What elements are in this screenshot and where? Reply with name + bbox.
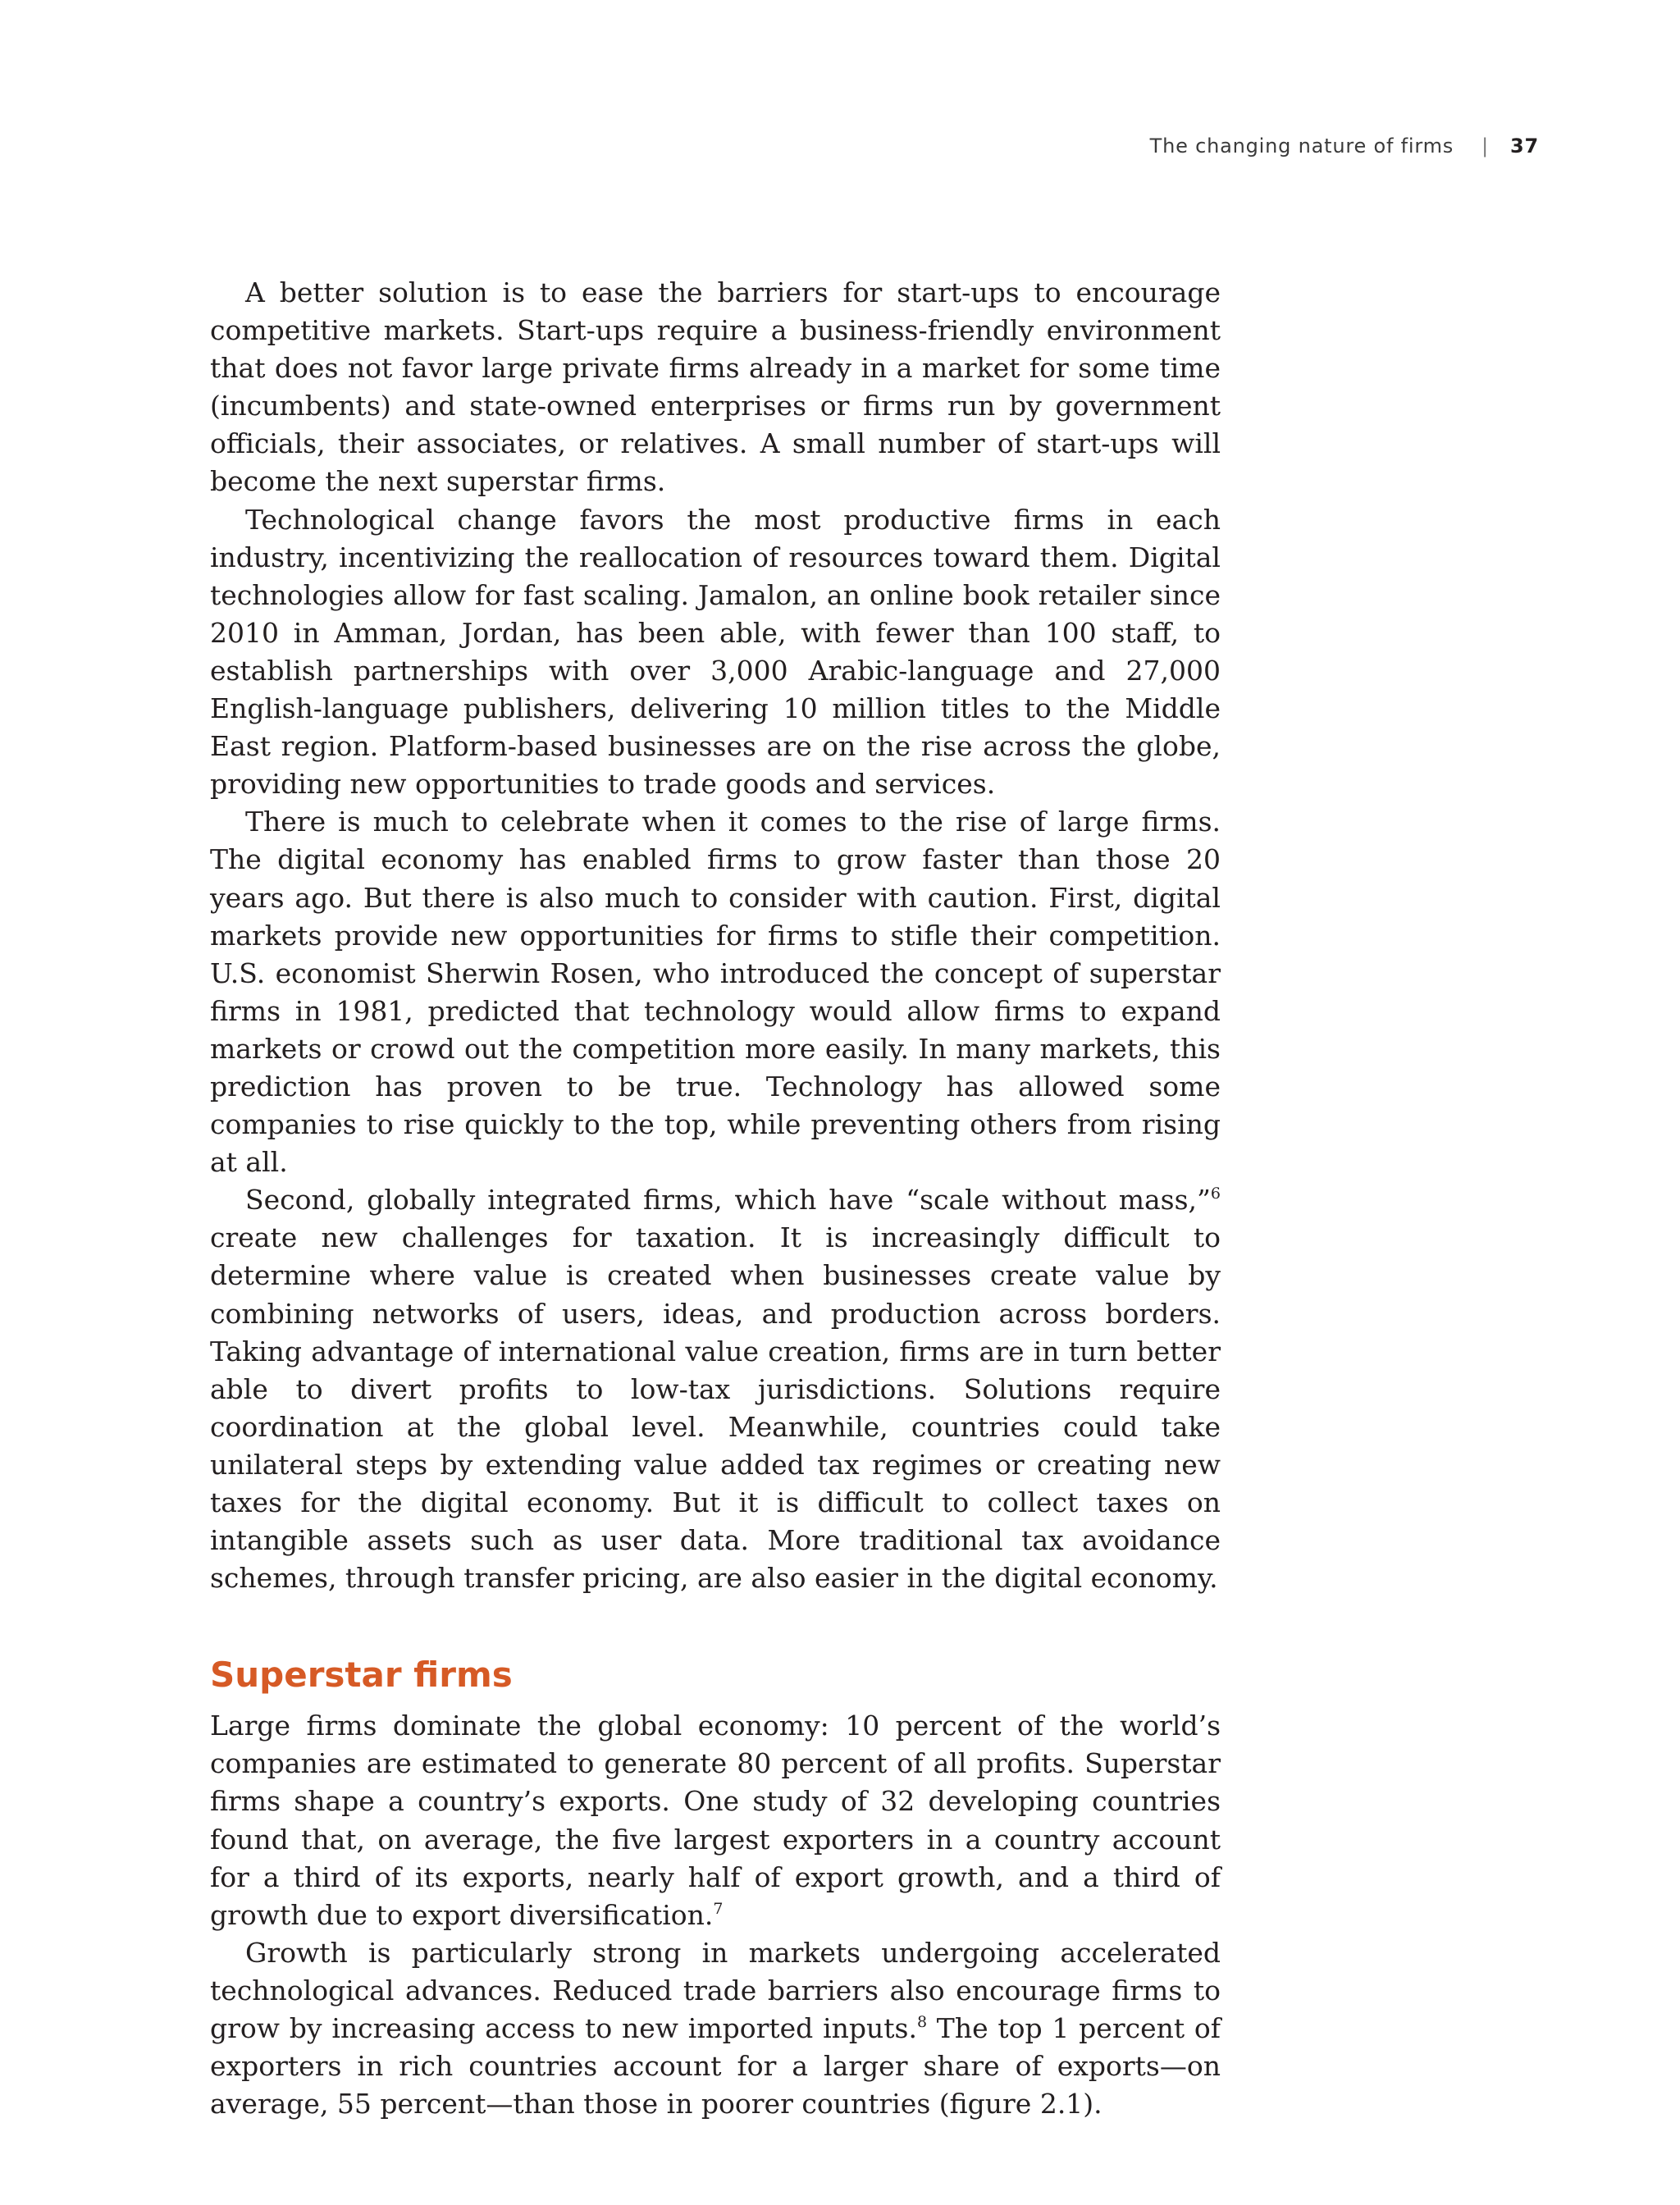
page-number: 37 [1510, 135, 1539, 158]
footnote-ref-8: 8 [916, 2013, 928, 2032]
paragraph-text: Second, globally integrated firms, which have “scale without mass,” [245, 1184, 1211, 1217]
footnote-ref-6: 6 [1210, 1185, 1221, 1203]
section-paragraph-1 [210, 1707, 1221, 1934]
running-header-title: The changing nature of firms [1149, 135, 1454, 158]
body-paragraph-4 [210, 1181, 1221, 1597]
running-header [1150, 135, 1539, 158]
footnote-ref-7: 7 [713, 1899, 724, 1918]
paragraph-text: Growth is particularly strong in markets undergoing accelerated technological advances. Reduced trade barriers also encourage firms to grow by increasing access to new imported inputs. [210, 1936, 1221, 2045]
header-separator: | [1481, 135, 1489, 158]
paragraph-text: The top 1 percent of exporters in rich countries account for a larger share of exports—on average, 55 percent—than those in poorer countries (figure 2.1). [210, 2012, 1221, 2121]
body-paragraph-3: There is much to celebrate when it comes to the rise of large firms. The digital economy has enabled firms to grow faster than those 20 years ago. But there is also much to consider with caution. First, digital markets provide new opportunities for firms to stifle their competition. U.S. economist Sherwin Rosen, who introduced the concept of superstar firms in 1981, predicted that technology would allow firms to expand markets or crowd out the competition more easily. In many markets, this prediction has proven to be true. Technology has allowed some companies to rise quickly to the top, while preventing others from rising at all. [210, 806, 1221, 1179]
main-text-column [210, 274, 1221, 2123]
body-paragraph-1: A better solution is to ease the barriers for start-ups to encourage competitive markets. Start-ups require a business-friendly environment that does not favor large private firms already in a market for some time (incumbents) and state-owned enterprises or firms run by government officials, their associates, or relatives. A small number of start-ups will become the next superstar firms. [210, 276, 1221, 498]
section-paragraph-2 [210, 1934, 1221, 2123]
section-heading: Superstar firms [210, 1655, 513, 1696]
body-paragraph-2: Technological change favors the most productive firms in each industry, incentivizing the reallocation of resources toward them. Digital technologies allow for fast scaling. Jamalon, an online book retailer since 2010 in Amman, Jordan, has been able, with fewer than 100 staff, to establish partnerships with over 3,000 Arabic-language and 27,000 English-language publishers, delivering 10 million titles to the Middle East region. Platform-based businesses are on the rise across the globe, providing new opportunities to trade goods and services. [210, 503, 1221, 801]
paragraph-text: Large firms dominate the global economy: 10 percent of the world’s companies are estimated to generate 80 percent of all profits. Superstar firms shape a country’s exports. One study of 32 developing countries found that, on average, the five largest exporters in a country account for a third of its exports, nearly half of export growth, and a third of growth due to export diversification. [210, 1710, 1221, 1931]
paragraph-text: create new challenges for taxation. It is increasingly difficult to determine where value is created when businesses create value by combining networks of users, ideas, and production across borders. Taking advantage of international value creation, firms are in turn better able to divert profits to low-tax jurisdictions. Solutions require coordination at the global level. Meanwhile, countries could take unilateral steps by extending value added tax regimes or creating new taxes for the digital economy. But it is difficult to collect taxes on intangible assets such as user data. More traditional tax avoidance schemes, through transfer pricing, are also easier in the digital economy. [210, 1221, 1221, 1595]
